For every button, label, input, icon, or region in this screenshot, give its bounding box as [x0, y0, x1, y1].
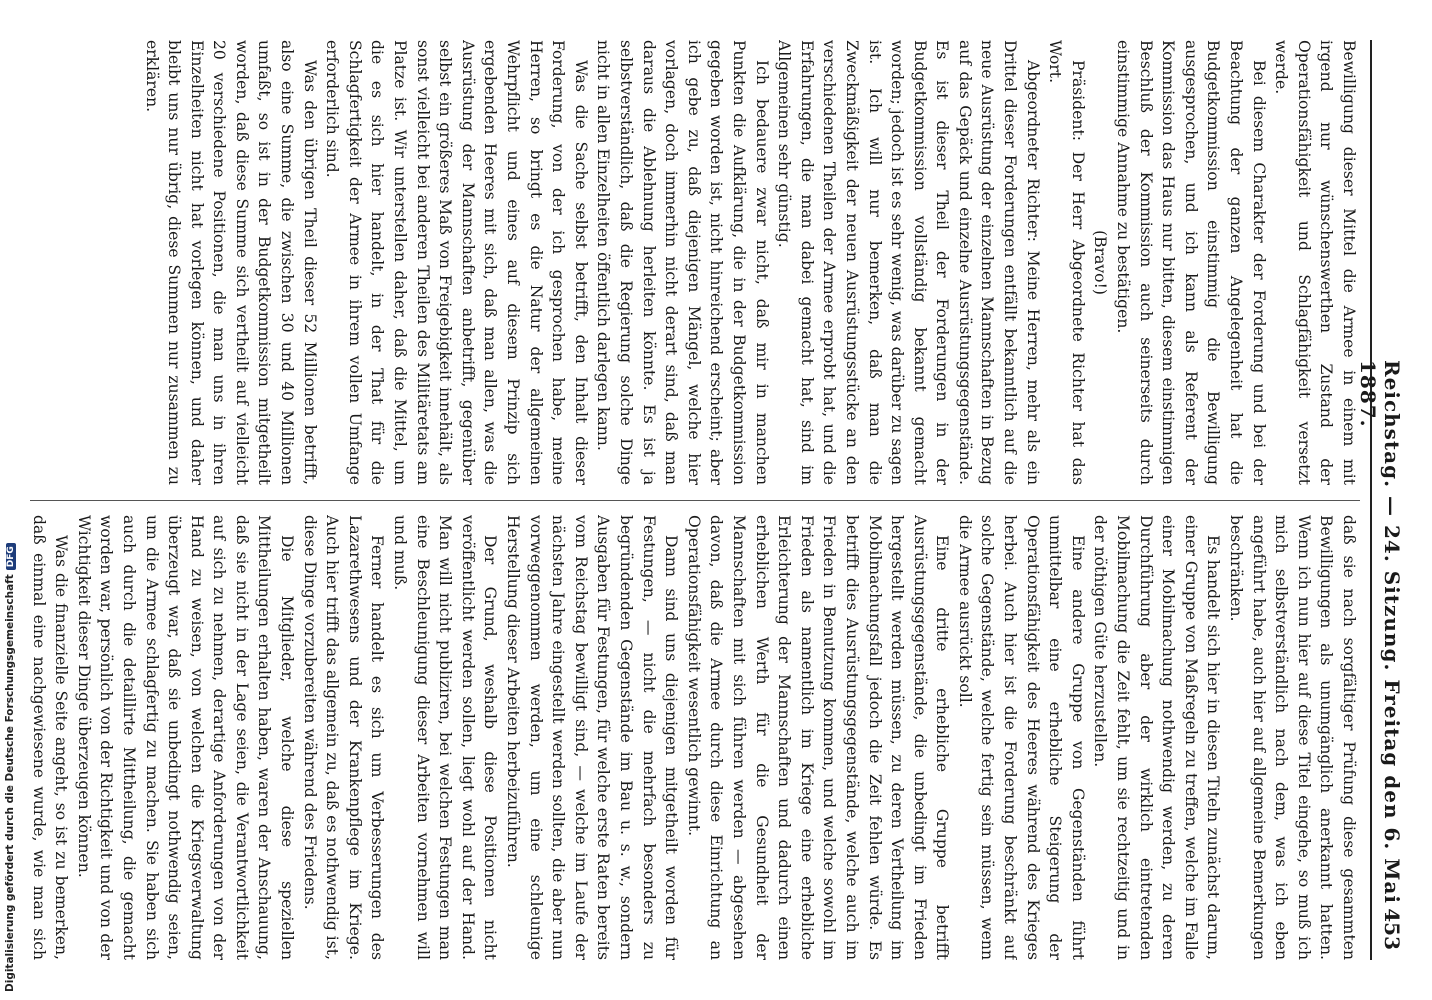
- page-number: 453: [1380, 908, 1404, 950]
- paragraph: Eine andere Gruppe von Gegenständen führt unmittelbar eine erhebliche Steigerung der Operationsfähigkeit des Heeres während des Krieges herbei. Auch hier ist die Forderung beschränkt auf solche Gegenstände, welche fertig sein müssen, wenn die Armee ausrückt soll.: [955, 515, 1087, 960]
- page-header: [1356, 40, 1414, 960]
- speaker-paragraph: Präsident: Der Herr Abgeordnete Richter hat das Wort.: [1046, 40, 1087, 485]
- credit-text: Digitalisierung gefördert durch die Deutsche Forschungsgemeinschaft: [4, 574, 16, 992]
- paragraph: Die Mitglieder, welche diese speziellen Mittheilungen erhalten haben, waren der Anschauung, daß sie nicht in der Lage seien, die Verantwortlichkeit auf sich zu nehmen, derartige Anforderungen von der Hand zu weisen, von welchen die Kriegsverwaltung überzeugt war, daß sie unbedingt nothwendig seien, um die Armee schlagfertig zu machen. Sie haben sich auch durch die detaillirte Mittheilung, die gemacht worden war, persönlich von der Richtigkeit und von der Wichtigkeit dieser Dinge überzeugen können.: [74, 515, 297, 960]
- paragraph: Ich bedauere zwar nicht, daß mir in manchen Punkten die Aufklärung, die in der Budgetkommission gegeben worden ist, nicht hinreichend erscheint; aber ich gebe zu, daß diejenigen Mängel, welche hier vorlagen, doch immerhin nicht derart sind, daß man daraus die Ablehnung herleiten könnte. Es ist ja selbstverständlich, daß die Regierung solche Dinge nicht in allen Einzelheiten öffentlich darlegen kann.: [594, 40, 771, 485]
- paragraph: Der Grund, weshalb diese Positionen nicht veröffentlicht werden sollen, liegt wohl auf der Hand. Man will nicht publiziren, bei welchen Festungen man eine Beschleunigung dieser Arbeiten vornehmen will und muß.: [391, 515, 500, 960]
- text-column-left: [30, 40, 1360, 485]
- running-title: Reichstag. — 24. Sitzung. Freitag den 6. Mai 1887.: [1356, 360, 1404, 904]
- paragraph: Bei diesem Charakter der Forderung und bei der Beachtung der ganzen Angelegenheit hat die Budgetkommission einstimmig die Bewilligung ausgesprochen, und ich kann als Referent der Kommission das Haus nur bitten, diesem einstimmigen Beschluß der Kommission auch seinerseits durch einstimmige Annahme zu bestätigen.: [1114, 40, 1268, 485]
- digitization-credit: [4, 0, 16, 992]
- paragraph: Was die finanzielle Seite angeht, so ist zu bemerken, daß einmal eine nachgewiesene wurde, wie man sich: [30, 515, 71, 960]
- text-column-right: [30, 515, 1360, 960]
- paragraph: Ferner handelt es sich um Verbesserungen des Lazarethwesens und der Krankenpflege im Kriege. Auch hier trifft das allgemein zu, daß es nothwendig ist, diese Dinge vorzubereiten während des Friedens.: [300, 515, 387, 960]
- paragraph: Es handelt sich hier in diesen Titeln zunächst darum, einer Gruppe von Maßregeln zu treffen, welche im Falle einer Mobilmachung nothwendig werden, zu deren Durchführung aber der wirklich eintretenden Mobilmachung die Zeit fehlt, um sie rechtzeitig und in der nöthigen Güte herzustellen.: [1091, 515, 1223, 960]
- paragraph: Was den übrigen Theil dieser 52 Millionen betrifft, also eine Summe, die zwischen 30 und 40 Millionen umfaßt, so ist in der Budgetkommission mitgetheilt worden, daß diese Summe sich vertheilt auf vielleicht 20 verschiedene Positionen, die man uns in ihren Einzelheiten nicht hat vorlegen können, und daher bleibt uns nur übrig, diese Summen nur zusammen zu erklären.: [142, 40, 319, 485]
- stage-direction: (Bravo!): [1091, 230, 1110, 295]
- paragraph: daß sie nach sorgfältiger Prüfung diese gesammten Bewilligungen als unumgänglich anerkannt hatten. Wenn ich nun hier auf diese Titel eingehe, so muß ich mich selbstverständlich nach dem, was ich eben angeführt habe, auch hier auf allgemeine Bemerkungen beschränken.: [1227, 515, 1358, 960]
- column-divider: [30, 500, 1360, 501]
- paragraph: Eine dritte erhebliche Gruppe betrifft Ausrüstungsgegenstände, die unbedingt im Frieden hergestellt werden müssen, zu deren Vertheilung im Mobilmachungsfall jedoch die Zeit fehlen würde. Es betrifft dies Ausrüstungsgegenstände, welche auch im Frieden in Benutzung kommen, und welche sowohl im Frieden als namentlich im Kriege eine erhebliche Erleichterung der Mannschaften und dadurch einen erheblichen Werth für die Gesundheit der Mannschaften mit sich führen werden — abgesehen davon, daß die Armee durch diese Einrichtung an Operationsfähigkeit wesentlich gewinnt.: [684, 515, 952, 960]
- paragraph: Bewilligung dieser Mittel die Armee in einem mit irgend nur wünschenswerthen Zustand der Operationsfähigkeit und Schlagfähigkeit versetzt werde.: [1272, 40, 1358, 485]
- paragraph: Was die Sache selbst betrifft, den Inhalt dieser Forderung, von der ich gesprochen habe, meine Herren, so bringt es die Natur der allgemeinen Wehrpflicht und eines auf diesem Prinzip sich ergebenden Heeres mit sich, daß man allen, was die Ausrüstung der Mannschaften anbetrifft, gegenüber selbst ein größeres Maß von Freigebigkeit innehält, als sonst vielleicht bei anderen Theilen des Militäretats am Platze ist. Wir unterstellen daher, daß die Mittel, um die es sich hier handelt, in der That für die Schlagfertigkeit der Armee in ihrem vollen Umfange erforderlich sind.: [323, 40, 590, 485]
- speaker-paragraph: Abgeordneter Richter: Meine Herren, mehr als ein Drittel dieser Forderungen entfällt bekanntlich auf die neue Ausrüstung der einzelnen Mannschaften in Bezug auf das Gepäck und einzelne Ausrüstungsgegenstände. Es ist dieser Theil der Forderungen in der Budgetkommission vollständig bekannt gemacht worden; jedoch ist es sehr wenig, was darüber zu sagen ist. Ich will nur bemerken, daß man die Zweckmäßigkeit der neuen Ausrüstungsstücke an den verschiedenen Theilen der Armee erprobt hat, und die Erfahrungen, die man dabei gemacht hat, sind im Allgemeinen sehr günstig.: [775, 40, 1042, 485]
- dfg-logo: DFG: [6, 543, 16, 570]
- paragraph: Dann sind uns diejenigen mitgetheilt worden für Festungen, — nicht die mehrfach besonders zu begründenden Gegenstände im Bau u. s. w., sondern Ausgaben für Festungen, für welche erste Raten bereits vom Reichstag bewilligt sind, — welche im Laufe der nächsten Jahre eingestellt werden sollten, die aber nun vorweggenommen werden, um eine schleunige Herstellung dieser Arbeiten herbeizuführen.: [504, 515, 681, 960]
